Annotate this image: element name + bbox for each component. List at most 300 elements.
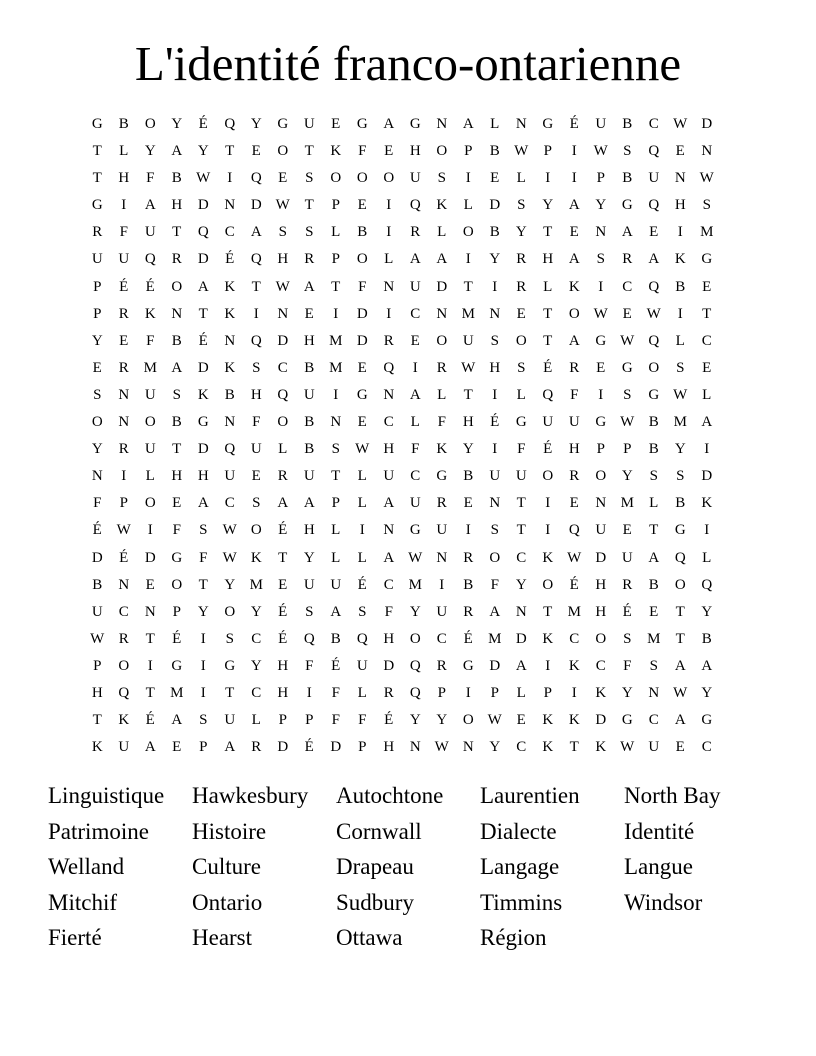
- grid-letter: E: [410, 332, 420, 349]
- grid-letter: P: [543, 143, 552, 160]
- grid-letter: U: [648, 170, 660, 187]
- grid-letter: U: [409, 495, 421, 512]
- grid-letter: R: [304, 251, 315, 268]
- grid-letter: O: [542, 468, 554, 485]
- grid-letter: N: [330, 414, 342, 431]
- word-list-item: Mitchif: [48, 889, 117, 915]
- grid-letter: L: [675, 332, 685, 349]
- grid-letter: Q: [409, 197, 421, 214]
- grid-letter: H: [542, 251, 554, 268]
- grid-letter: N: [515, 116, 527, 132]
- grid-letter: A: [171, 143, 183, 160]
- grid-letter: Y: [701, 684, 713, 701]
- grid-letter: L: [331, 224, 341, 241]
- grid-letter: K: [144, 305, 156, 322]
- grid-letter: Y: [409, 603, 421, 620]
- grid-letter: O: [277, 143, 289, 160]
- grid-letter: B: [330, 630, 341, 647]
- grid-letter: P: [331, 251, 340, 268]
- grid-letter: É: [198, 332, 208, 349]
- grid-letter: E: [702, 278, 712, 295]
- grid-letter: Y: [171, 116, 183, 132]
- grid-letter: W: [222, 549, 237, 566]
- grid-letter: Y: [436, 712, 448, 729]
- grid-letter: H: [568, 441, 580, 458]
- grid-letter: Q: [118, 684, 130, 701]
- grid-letter: I: [386, 197, 392, 214]
- grid-letter: K: [118, 712, 130, 729]
- grid-letter: I: [200, 630, 206, 647]
- grid-letter: P: [278, 712, 287, 729]
- grid-letter: I: [359, 522, 365, 539]
- grid-letter: S: [490, 522, 499, 539]
- grid-letter: K: [436, 441, 448, 458]
- grid-letter: M: [143, 359, 157, 376]
- grid-letter: F: [93, 495, 102, 512]
- grid-letter: N: [595, 495, 607, 512]
- grid-letter: R: [171, 251, 182, 268]
- grid-letter: Y: [701, 603, 713, 620]
- word-list-item: Langage: [480, 854, 560, 879]
- grid-letter: Q: [277, 386, 289, 403]
- grid-letter: O: [383, 170, 395, 187]
- grid-letter: C: [277, 359, 288, 376]
- grid-letter: B: [648, 441, 659, 458]
- grid-letter: B: [171, 170, 182, 187]
- grid-letter: F: [119, 224, 128, 241]
- grid-letter: E: [463, 495, 473, 512]
- grid-letter: F: [331, 684, 340, 701]
- grid-letter: A: [224, 739, 236, 756]
- grid-letter: I: [677, 224, 683, 241]
- grid-letter: T: [172, 224, 182, 241]
- grid-letter: A: [144, 739, 156, 756]
- grid-letter: K: [568, 278, 580, 295]
- grid-letter: C: [516, 549, 527, 566]
- grid-letter: S: [623, 143, 632, 160]
- grid-letter: T: [172, 441, 182, 458]
- grid-letter: É: [92, 522, 102, 539]
- grid-letter: W: [620, 414, 635, 431]
- grid-letter: S: [225, 630, 234, 647]
- grid-letter: R: [622, 576, 633, 593]
- grid-letter: M: [408, 576, 422, 593]
- grid-letter: T: [702, 305, 712, 322]
- word-list-item: Dialecte: [480, 818, 557, 844]
- grid-letter: Y: [224, 576, 236, 593]
- grid-letter: W: [434, 739, 449, 756]
- grid-letter: B: [463, 468, 474, 485]
- grid-letter: Q: [648, 197, 660, 214]
- grid-letter: O: [595, 468, 607, 485]
- grid-letter: L: [437, 386, 447, 403]
- grid-letter: B: [357, 224, 368, 241]
- grid-letter: G: [91, 197, 103, 214]
- grid-letter: F: [358, 143, 367, 160]
- grid-letter: D: [330, 739, 342, 756]
- grid-letter: T: [198, 576, 208, 593]
- grid-letter: G: [542, 116, 554, 132]
- grid-letter: S: [676, 468, 685, 485]
- grid-letter: D: [356, 332, 368, 349]
- grid-letter: Y: [621, 684, 633, 701]
- grid-letter: C: [251, 684, 262, 701]
- grid-letter: C: [701, 739, 712, 756]
- grid-letter: B: [622, 116, 633, 132]
- grid-letter: O: [91, 414, 103, 431]
- grid-letter: G: [621, 197, 633, 214]
- grid-letter: F: [358, 278, 367, 295]
- grid-letter: A: [568, 251, 580, 268]
- grid-letter: A: [197, 495, 209, 512]
- grid-letter: C: [224, 224, 235, 241]
- grid-letter: I: [571, 143, 577, 160]
- grid-letter: F: [199, 549, 208, 566]
- grid-letter: Y: [462, 441, 474, 458]
- grid-letter: É: [145, 712, 155, 729]
- grid-letter: H: [277, 251, 289, 268]
- grid-letter: O: [568, 305, 580, 322]
- grid-letter: R: [251, 739, 262, 756]
- grid-letter: W: [593, 143, 608, 160]
- grid-letter: A: [621, 224, 633, 241]
- grid-letter: E: [145, 576, 155, 593]
- grid-letter: A: [701, 414, 713, 431]
- grid-letter: K: [568, 657, 580, 674]
- word-list-item: Culture: [192, 854, 261, 879]
- grid-letter: E: [357, 414, 367, 431]
- grid-letter: N: [701, 143, 713, 160]
- grid-letter: N: [409, 739, 421, 756]
- grid-letter: E: [516, 305, 526, 322]
- grid-letter: Y: [91, 441, 103, 458]
- grid-letter: É: [119, 278, 129, 295]
- grid-letter: U: [303, 116, 315, 132]
- grid-letter: K: [436, 197, 448, 214]
- grid-letter: Y: [489, 251, 501, 268]
- grid-letter: I: [465, 170, 471, 187]
- grid-letter: H: [197, 468, 209, 485]
- grid-letter: A: [462, 116, 474, 132]
- grid-letter: Q: [224, 116, 236, 132]
- grid-letter: N: [171, 305, 183, 322]
- grid-letter: C: [383, 414, 394, 431]
- grid-letter: H: [383, 630, 395, 647]
- grid-letter: Q: [648, 143, 660, 160]
- grid-letter: N: [674, 170, 686, 187]
- grid-letter: C: [595, 657, 606, 674]
- grid-letter: O: [144, 116, 156, 132]
- grid-letter: G: [409, 522, 421, 539]
- grid-letter: T: [304, 143, 314, 160]
- grid-letter: P: [331, 197, 340, 214]
- grid-letter: S: [278, 224, 287, 241]
- grid-letter: B: [171, 332, 182, 349]
- grid-letter: O: [250, 522, 262, 539]
- grid-letter: G: [224, 657, 236, 674]
- grid-letter: D: [515, 630, 527, 647]
- grid-letter: I: [677, 305, 683, 322]
- grid-letter: M: [461, 305, 475, 322]
- grid-letter: T: [92, 712, 102, 729]
- grid-letter: M: [249, 576, 263, 593]
- grid-letter: G: [462, 657, 474, 674]
- grid-letter: D: [383, 657, 395, 674]
- grid-letter: R: [436, 495, 447, 512]
- grid-letter: Q: [674, 549, 686, 566]
- grid-letter: A: [409, 251, 421, 268]
- grid-letter: U: [91, 603, 103, 620]
- grid-letter: B: [171, 414, 182, 431]
- grid-letter: Q: [409, 657, 421, 674]
- grid-letter: I: [333, 305, 339, 322]
- grid-letter: R: [569, 468, 580, 485]
- grid-letter: K: [224, 359, 236, 376]
- grid-letter: S: [252, 359, 261, 376]
- grid-letter: H: [171, 468, 183, 485]
- grid-letter: T: [543, 332, 553, 349]
- grid-letter: K: [224, 305, 236, 322]
- grid-letter: D: [277, 332, 289, 349]
- grid-letter: Q: [356, 630, 368, 647]
- grid-letter: T: [516, 522, 526, 539]
- grid-letter: L: [331, 549, 341, 566]
- grid-letter: U: [144, 386, 156, 403]
- grid-letter: I: [306, 684, 312, 701]
- grid-letter: M: [488, 630, 502, 647]
- grid-letter: U: [91, 251, 103, 268]
- grid-letter: G: [701, 712, 713, 729]
- grid-letter: U: [648, 739, 660, 756]
- grid-letter: W: [593, 305, 608, 322]
- grid-letter: H: [674, 197, 686, 214]
- grid-letter: L: [357, 495, 367, 512]
- grid-letter: C: [118, 603, 129, 620]
- grid-letter: H: [118, 170, 130, 187]
- grid-letter: D: [277, 739, 289, 756]
- grid-letter: Y: [303, 549, 315, 566]
- grid-letter: W: [567, 549, 582, 566]
- grid-letter: U: [303, 386, 315, 403]
- grid-letter: N: [91, 468, 103, 485]
- grid-letter: T: [92, 143, 102, 160]
- word-list-item: Ottawa: [336, 925, 403, 950]
- grid-letter: L: [543, 278, 553, 295]
- grid-letter: T: [251, 278, 261, 295]
- grid-letter: S: [93, 386, 102, 403]
- grid-letter: G: [648, 386, 660, 403]
- grid-letter: O: [171, 576, 183, 593]
- grid-letter: E: [172, 495, 182, 512]
- grid-letter: C: [436, 630, 447, 647]
- grid-letter: C: [701, 332, 712, 349]
- grid-letter: N: [489, 305, 501, 322]
- grid-letter: T: [675, 603, 685, 620]
- word-list-item: Fierté: [48, 925, 102, 950]
- word-list-item: Laurentien: [480, 783, 580, 808]
- grid-letter: R: [436, 359, 447, 376]
- grid-letter: Q: [303, 630, 315, 647]
- grid-letter: N: [224, 414, 236, 431]
- word-list-item: Sudbury: [336, 889, 414, 915]
- grid-letter: N: [489, 495, 501, 512]
- grid-letter: I: [227, 170, 233, 187]
- grid-letter: C: [224, 495, 235, 512]
- grid-letter: U: [383, 468, 395, 485]
- grid-letter: É: [543, 359, 553, 376]
- grid-letter: G: [171, 549, 183, 566]
- grid-letter: B: [648, 414, 659, 431]
- grid-letter: N: [436, 549, 448, 566]
- grid-letter: P: [172, 603, 181, 620]
- grid-letter: E: [357, 197, 367, 214]
- grid-letter: R: [118, 441, 129, 458]
- grid-letter: B: [489, 224, 500, 241]
- grid-letter: S: [305, 170, 314, 187]
- grid-letter: F: [331, 712, 340, 729]
- grid-letter: H: [489, 359, 501, 376]
- grid-letter: Y: [91, 332, 103, 349]
- grid-letter: Q: [648, 278, 660, 295]
- grid-letter: O: [356, 251, 368, 268]
- grid-letter: K: [674, 251, 686, 268]
- grid-letter: F: [570, 386, 579, 403]
- grid-letter: E: [92, 359, 102, 376]
- grid-letter: H: [595, 576, 607, 593]
- grid-letter: P: [623, 441, 632, 458]
- grid-letter: N: [436, 305, 448, 322]
- grid-letter: W: [673, 386, 688, 403]
- grid-letter: U: [303, 576, 315, 593]
- grid-letter: Y: [250, 603, 262, 620]
- grid-letter: A: [674, 657, 686, 674]
- grid-letter: Y: [595, 197, 607, 214]
- grid-letter: I: [121, 197, 127, 214]
- grid-letter: A: [303, 278, 315, 295]
- grid-letter: I: [492, 278, 498, 295]
- grid-letter: U: [144, 441, 156, 458]
- grid-letter: T: [543, 224, 553, 241]
- grid-letter: K: [542, 712, 554, 729]
- grid-letter: I: [545, 495, 551, 512]
- grid-letter: W: [275, 197, 290, 214]
- grid-letter: U: [595, 116, 607, 132]
- grid-letter: R: [569, 359, 580, 376]
- grid-letter: Q: [197, 224, 209, 241]
- grid-letter: B: [304, 359, 315, 376]
- grid-letter: D: [489, 657, 501, 674]
- grid-letter: L: [437, 224, 447, 241]
- grid-letter: Q: [542, 386, 554, 403]
- grid-letter: W: [355, 441, 370, 458]
- grid-letter: N: [595, 224, 607, 241]
- grid-letter: E: [569, 224, 579, 241]
- page-title: L'identité franco-ontarienne: [134, 36, 682, 91]
- grid-letter: Y: [515, 224, 527, 241]
- grid-letter: S: [199, 712, 208, 729]
- grid-letter: G: [197, 414, 209, 431]
- grid-letter: B: [463, 576, 474, 593]
- grid-letter: S: [676, 359, 685, 376]
- grid-letter: L: [384, 251, 394, 268]
- grid-letter: K: [91, 739, 103, 756]
- grid-letter: L: [357, 468, 367, 485]
- grid-letter: Y: [250, 657, 262, 674]
- grid-letter: E: [569, 495, 579, 512]
- grid-letter: D: [701, 116, 713, 132]
- grid-letter: F: [305, 657, 314, 674]
- grid-letter: G: [595, 414, 607, 431]
- grid-letter: B: [648, 576, 659, 593]
- grid-letter: A: [383, 116, 395, 132]
- grid-letter: W: [673, 684, 688, 701]
- grid-letter: M: [647, 630, 661, 647]
- grid-letter: U: [436, 522, 448, 539]
- grid-letter: A: [330, 603, 342, 620]
- grid-letter: C: [648, 116, 659, 132]
- word-list-item: Drapeau: [336, 854, 414, 879]
- grid-letter: E: [516, 712, 526, 729]
- grid-letter: N: [436, 116, 448, 132]
- grid-letter: H: [277, 657, 289, 674]
- word-list-item: Ontario: [192, 889, 263, 915]
- grid-letter: P: [596, 441, 605, 458]
- grid-letter: A: [250, 224, 262, 241]
- grid-letter: O: [356, 170, 368, 187]
- grid-letter: S: [305, 224, 314, 241]
- grid-letter: L: [516, 684, 526, 701]
- grid-letter: I: [147, 657, 153, 674]
- grid-letter: O: [436, 332, 448, 349]
- grid-letter: F: [490, 576, 499, 593]
- grid-letter: I: [333, 386, 339, 403]
- grid-letter: C: [251, 630, 262, 647]
- grid-letter: Q: [701, 576, 713, 593]
- grid-letter: N: [515, 603, 527, 620]
- grid-letter: I: [571, 170, 577, 187]
- grid-letter: Y: [197, 143, 209, 160]
- grid-letter: T: [543, 305, 553, 322]
- word-list-item: Cornwall: [336, 818, 422, 844]
- grid-letter: Q: [144, 251, 156, 268]
- grid-letter: H: [383, 441, 395, 458]
- grid-letter: É: [278, 630, 288, 647]
- grid-letter: U: [356, 657, 368, 674]
- grid-letter: I: [492, 386, 498, 403]
- grid-letter: E: [596, 359, 606, 376]
- grid-letter: N: [383, 278, 395, 295]
- grid-letter: É: [543, 441, 553, 458]
- grid-letter: R: [410, 224, 421, 241]
- grid-letter: O: [674, 576, 686, 593]
- grid-letter: E: [251, 143, 261, 160]
- grid-letter: Q: [383, 359, 395, 376]
- grid-letter: A: [409, 386, 421, 403]
- grid-letter: P: [596, 170, 605, 187]
- grid-letter: D: [197, 441, 209, 458]
- grid-letter: É: [463, 630, 473, 647]
- grid-letter: L: [490, 116, 500, 132]
- grid-letter: T: [278, 549, 288, 566]
- grid-letter: E: [702, 359, 712, 376]
- grid-letter: K: [595, 739, 607, 756]
- grid-letter: O: [277, 414, 289, 431]
- grid-letter: K: [542, 739, 554, 756]
- grid-letter: T: [145, 684, 155, 701]
- grid-letter: N: [224, 197, 236, 214]
- grid-letter: U: [118, 739, 130, 756]
- grid-letter: P: [490, 684, 499, 701]
